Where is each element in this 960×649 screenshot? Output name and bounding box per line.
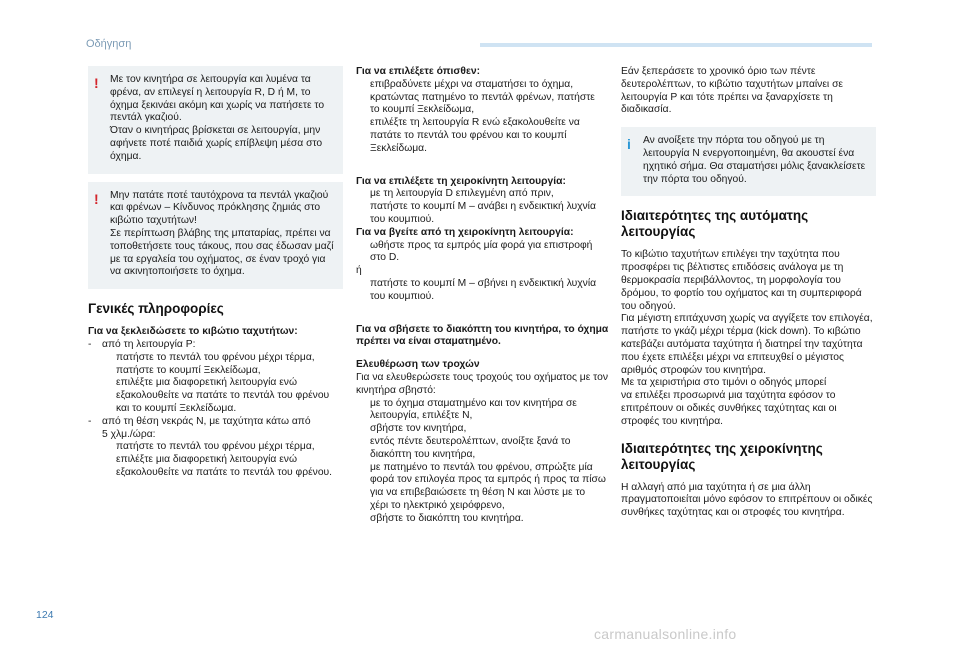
text-line: πρέπει να είναι σταματημένο. — [356, 336, 501, 348]
info-icon: i — [627, 136, 631, 153]
list-item-line: εξακολουθείτε να πατάτε το πεντάλ του φρένου — [116, 390, 330, 402]
text-line: όχημα. — [110, 150, 142, 162]
list-item — [356, 462, 614, 513]
list-item-line: πατήστε το κουμπί Ξεκλείδωμα, — [116, 364, 261, 376]
list-item-line: κρατώντας πατημένο το πεντάλ φρένων, πατήστε — [370, 91, 595, 103]
list-item-line: επιβραδύνετε μέχρι να σταματήσει το όχημα, — [370, 78, 574, 90]
list-item-line: με πατημένο το πεντάλ του φρένου, σπρώξτε μία — [370, 461, 593, 473]
text-line: με τα εργαλεία του οχήματος, σε έναν τροχό για — [110, 253, 326, 265]
text-line: κατεβάζει αυτόματα ταχύτητα ή διατηρεί την ταχύτητα — [621, 338, 863, 350]
text-line: κινητήρα σβηστό: — [356, 384, 436, 396]
manual-exit-subheading: Για να βγείτε από τη χειροκίνητη λειτουργία: — [356, 226, 574, 238]
list-item — [356, 278, 614, 304]
list-item — [356, 398, 614, 424]
column-middle — [356, 66, 614, 526]
text-line: δευτερολέπτων, το κιβώτιο ταχυτήτων μπαίνει σε — [621, 78, 844, 90]
text-line: να επιλέξει προσωρινά μια ταχύτητα εφόσον το — [621, 390, 836, 402]
text-line: Αν ανοίξετε την πόρτα του οδηγού με τη — [643, 135, 825, 147]
text-line: φρένα, αν επιλεγεί η λειτουργία R, D ή M, το — [110, 86, 311, 98]
text-line: Μην πατάτε ποτέ ταυτόχρονα τα πεντάλ γκαζιού — [110, 189, 329, 201]
text-line: δρόμου, το φορτίο του οχήματος και τη συμπεριφορά — [621, 287, 862, 299]
text-line: κιβώτιο ταχυτήτων! — [110, 215, 197, 227]
auto-mode-text — [621, 249, 876, 428]
list-item — [356, 92, 614, 118]
text-line: πεντάλ γκαζιού. — [110, 112, 182, 124]
list-item-line: ωθήστε προς τα εμπρός μία φορά για επιστροφή — [370, 239, 593, 251]
engine-off-subheading — [356, 324, 614, 350]
list-item — [356, 423, 614, 436]
text-line: διαδικασία. — [621, 104, 672, 116]
manual-mode-text — [621, 482, 876, 520]
list-item-line: στο D. — [370, 252, 400, 264]
list-item — [356, 436, 614, 462]
auto-mode-heading — [621, 208, 876, 240]
text-line: Σε περίπτωση βλάβης της μπαταρίας, πρέπει να — [110, 227, 331, 239]
text-line: Με τα χειριστήρια στο τιμόνι ο οδηγός μπορεί — [621, 377, 827, 389]
text-line: Όταν ο κινητήρας βρίσκεται σε λειτουργία, μην — [110, 125, 321, 137]
list-item — [102, 365, 343, 378]
manual-mode-heading: Ιδιαιτερότητες της χειροκίνητης λειτουργίας — [621, 440, 823, 472]
text-line: πραγματοποιείται μόνο εφόσον το επιτρέπουν οι οδικές — [621, 494, 873, 506]
unlock-subheading: Για να ξεκλειδώσετε το κιβώτιο ταχυτήτων: — [88, 326, 298, 338]
text-line: τοποθετήσετε τους τάκους, που σας έδωσαν μαζί — [110, 240, 334, 252]
list-item-line: με τη λειτουργία D επιλεγμένη από πριν, — [370, 188, 554, 200]
text-line: Ιδιαιτερότητες της αυτόματης — [621, 208, 809, 224]
manual-select-subheading: Για να επιλέξετε τη χειροκίνητη λειτουργία: — [356, 175, 566, 187]
list-item-line: λειτουργία, επιλέξτε N, — [370, 410, 473, 422]
text-line: λειτουργίας — [621, 224, 696, 240]
column-left — [88, 66, 343, 480]
text-line: θερμοκρασία περιβάλλοντος, τη μορφολογία του — [621, 274, 841, 286]
text-line: Για να ελευθερώσετε τους τροχούς του οχήματος με τον — [356, 371, 608, 383]
text-line: επιτρέπουν οι οδικές συνθήκες ταχύτητας και οι — [621, 402, 837, 414]
list-item-line: πατήστε το πεντάλ του φρένου μέχρι τέρμα, — [116, 351, 315, 363]
text-line: να ακινητοποιήσετε το όχημα. — [110, 266, 245, 278]
dash-item: - από τη θέση νεκράς N, με ταχύτητα κάτω από 5 χλμ./ώρα: — [88, 416, 343, 442]
warning-box-2 — [88, 182, 343, 290]
text-line: από τη θέση νεκράς N, με ταχύτητα κάτω από — [102, 415, 311, 427]
section-header: Οδήγηση — [86, 38, 132, 50]
list-item-line: επιλέξτε μια διαφορετική λειτουργία ενώ — [116, 454, 297, 466]
list-item — [356, 513, 614, 526]
list-item-line: διακόπτη του κινητήρα, — [370, 448, 476, 460]
list-item-line: πατάτε το πεντάλ του φρένου και το κουμπί — [370, 129, 567, 141]
warning-box-1 — [88, 66, 343, 174]
text-line: του οδηγού. — [621, 300, 676, 312]
free-wheels-subheading: Ελευθέρωση των τροχών — [356, 359, 480, 371]
list-item — [102, 352, 343, 365]
list-item-line: σβήστε τον κινητήρα, — [370, 423, 467, 435]
timeout-paragraph — [621, 66, 876, 117]
page-number: 124 — [36, 609, 54, 621]
list-item — [102, 454, 343, 480]
list-item-line: πατήστε το κουμπί M – ανάβει η ενδεικτική λυχνία — [370, 201, 596, 213]
list-item — [356, 188, 614, 201]
text-line: συνθήκες ταχύτητας και οι στροφές του κινητήρα. — [621, 507, 845, 519]
list-item — [356, 240, 614, 266]
text-line: Η αλλαγή από μια ταχύτητα ή σε μια άλλη — [621, 481, 811, 493]
list-item — [102, 441, 343, 454]
text-line: Εάν ξεπεράσετε το χρονικό όριο των πέντε — [621, 66, 816, 77]
text-line: Με τον κινητήρα σε λειτουργία και λυμένα τα — [110, 74, 311, 85]
text-line: ηχητικό σήμα. Θα σταματήσει μόλις ξανακλείσετε — [643, 160, 866, 172]
text-line: Το κιβώτιο ταχυτήτων επιλέγει την ταχύτητα που — [621, 249, 840, 261]
list-item — [356, 117, 614, 155]
list-item-line: Ξεκλείδωμα. — [370, 142, 427, 154]
list-item — [356, 79, 614, 92]
text-line: 5 χλμ./ώρα: — [102, 428, 156, 440]
reverse-subheading: Για να επιλέξετε όπισθεν: — [356, 66, 481, 77]
list-item-line: φορά τον επιλογέα προς τα εμπρός ή προς τα πίσω — [370, 474, 606, 486]
list-item-line: εντός πέντε δευτερολέπτων, ανοίξτε ξανά το — [370, 435, 571, 447]
list-item-line: χέρι το ηλεκτρικό χειρόφρενο, — [370, 499, 505, 511]
text-line: λειτουργία P και τότε πρέπει να ξαναρχίσετε τη — [621, 91, 833, 103]
text-line: πατήστε το γκάζι μέχρι τέρμα (kick down). Το κιβώτιο — [621, 326, 861, 338]
text-line: αριθμός στροφών του κινητήρα. — [621, 364, 766, 376]
list-item-line: σβήστε το διακόπτη του κινητήρα. — [370, 512, 524, 524]
general-info-heading: Γενικές πληροφορίες — [88, 301, 224, 317]
list-item-line: επιλέξτε τη λειτουργία R ενώ εξακολουθείτε να — [370, 117, 580, 129]
text-line: την πόρτα του οδηγού. — [643, 173, 747, 185]
warning-icon: ! — [94, 190, 99, 207]
list-item — [356, 201, 614, 227]
text-line: λειτουργία N ενεργοποιημένη, θα ακουστεί ένα — [643, 147, 855, 159]
list-item-line: για να επιβεβαιώσετε τη θέση N και λύστε με το — [370, 487, 586, 499]
list-item-line: επιλέξτε μια διαφορετική λειτουργία ενώ — [116, 377, 297, 389]
list-item-line: του κουμπιού. — [370, 213, 435, 225]
text-line: Για μέγιστη επιτάχυνση χωρίς να αγγίξετε τον επιλογέα, — [621, 313, 873, 325]
info-box — [621, 127, 876, 196]
watermark: carmanualsonline.info — [594, 626, 737, 642]
dash-item: - από τη λειτουργία P: — [88, 338, 196, 350]
list-item-line: πατήστε το κουμπί M – σβήνει η ενδεικτική λυχνία — [370, 277, 597, 289]
text-line: προσφέρει τις βέλτιστες επιδόσεις ανάλογα με τη — [621, 262, 844, 274]
list-item-line: και το κουμπί Ξεκλείδωμα. — [116, 402, 237, 414]
list-item-line: το κουμπί Ξεκλείδωμα, — [370, 104, 475, 116]
warning-icon: ! — [94, 75, 99, 91]
list-item — [102, 377, 343, 415]
text-line: όχημα ξεκινάει ακόμη και χωρίς να πατήσετε το — [110, 99, 325, 111]
text-line: αφήνετε ποτέ παιδιά χωρίς επίβλεψη μέσα στο — [110, 137, 323, 149]
header-bar — [480, 43, 872, 47]
text-line: στροφές του κινητήρα. — [621, 415, 724, 427]
list-item-line: με το όχημα σταματημένο και τον κινητήρα σε — [370, 397, 577, 409]
text-line: που έχετε επιλέξει μέχρι να επιτευχθεί ο μέγιστος — [621, 351, 844, 363]
text-line: Για να σβήσετε το διακόπτη του κινητήρα, το όχημα — [356, 323, 609, 335]
list-item-line: πατήστε το πεντάλ του φρένου μέχρι τέρμα, — [116, 441, 315, 453]
list-item-line: εξακολουθείτε να πατάτε το πεντάλ του φρένου. — [116, 466, 333, 478]
or-text: ή — [356, 265, 362, 277]
list-item-line: του κουμπιού. — [370, 290, 435, 302]
text-line: και φρένων – Κίνδυνος πρόκλησης ζημιάς στο — [110, 202, 321, 214]
column-right — [621, 66, 876, 520]
